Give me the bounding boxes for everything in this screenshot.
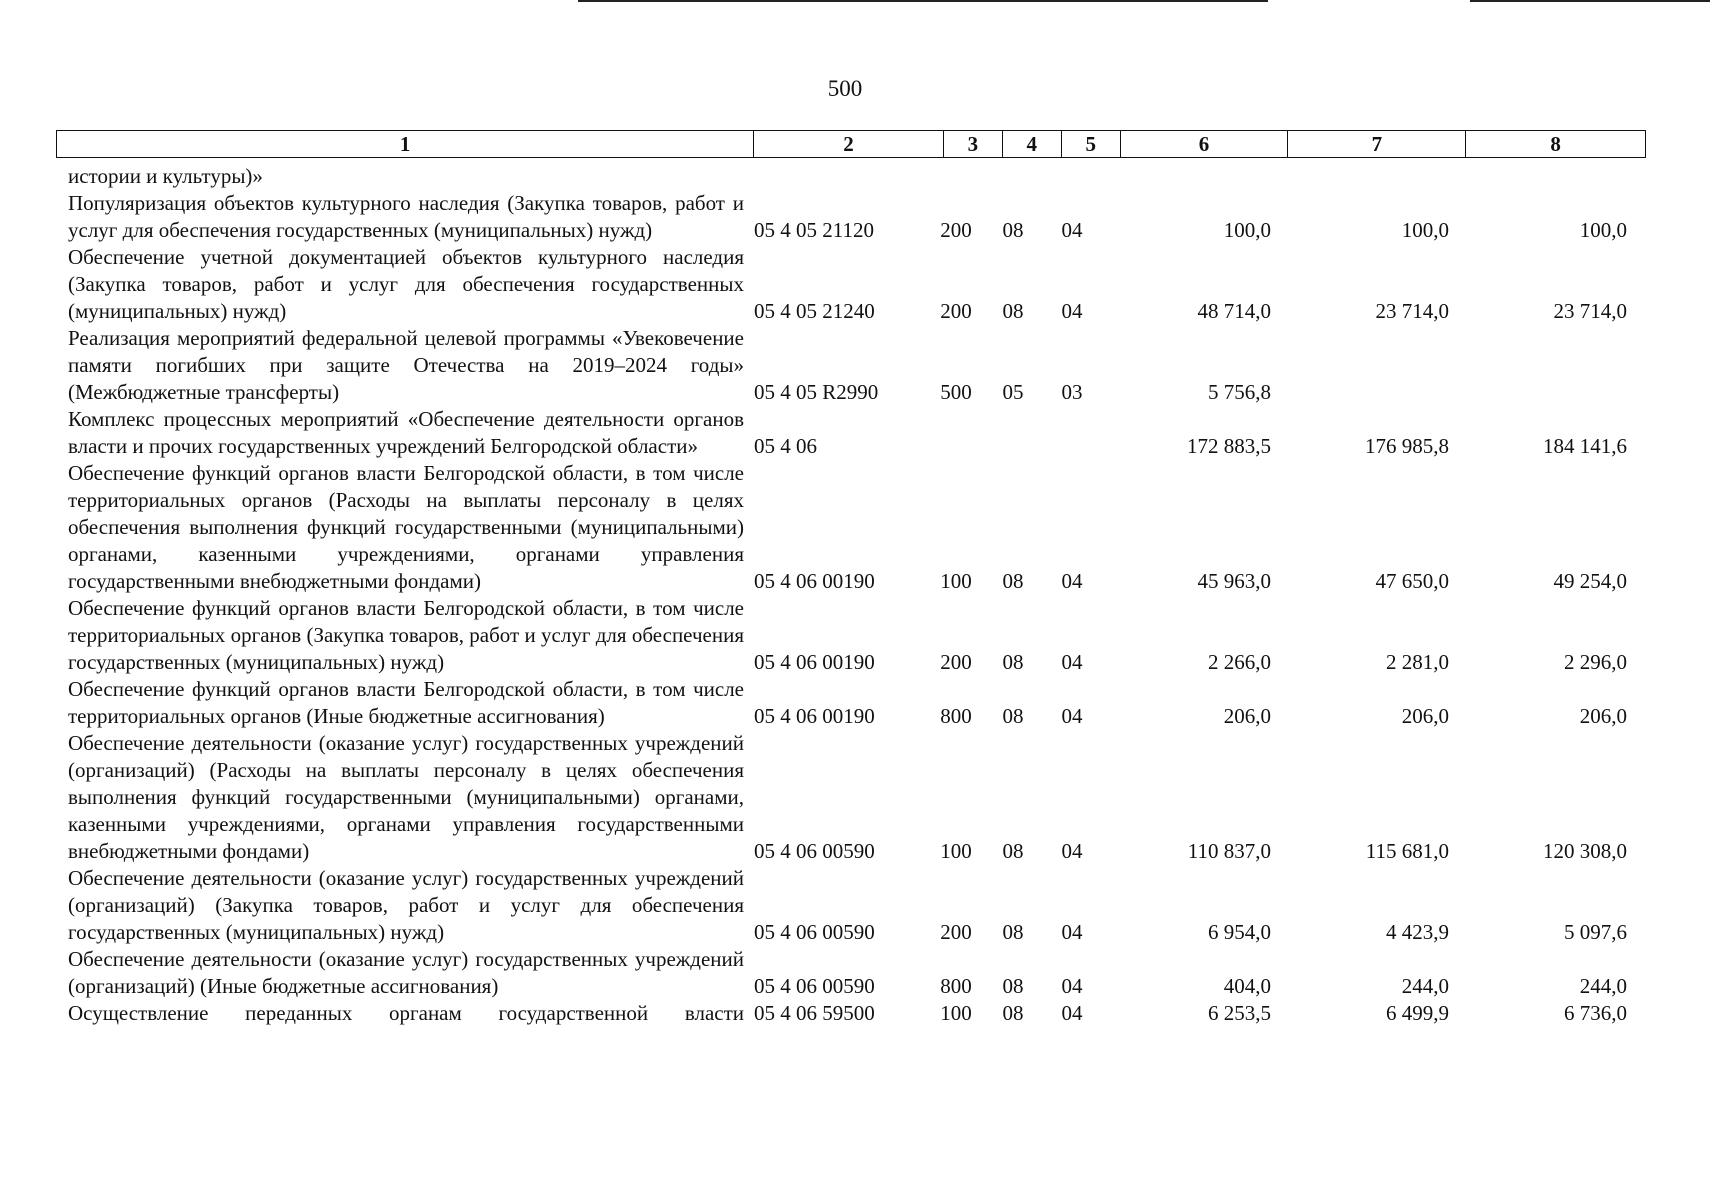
table-row — [68, 460, 1648, 595]
row-section: 08 — [1002, 920, 1024, 944]
header-col-3: 3 — [944, 131, 1003, 157]
row-amount-year3: 206,0 — [1579, 704, 1627, 728]
row-amount-year1: 48 714,0 — [1197, 299, 1271, 323]
row-amount-year3: 23 714,0 — [1553, 299, 1627, 323]
row-name: Обеспечение деятельности (оказание услуг) государственных учреждений (организаций) (Расходы на выплаты персоналу в целях обеспечения выполнения функций государственными (муниципальными) органами, казенными учреждениями, органами управления государственными внебюджетными фондами) — [68, 731, 744, 863]
row-amount-year2: 2 281,0 — [1386, 650, 1449, 674]
table-row — [68, 865, 1648, 946]
row-name: Комплекс процессных мероприятий «Обеспечение деятельности органов власти и прочих государственных учреждений Белгородской области» — [68, 407, 744, 458]
row-amount-year2: 244,0 — [1401, 974, 1449, 998]
row-expense-type: 200 — [940, 920, 972, 944]
header-col-7: 7 — [1288, 131, 1466, 157]
row-name: Осуществление переданных органам государственной власти — [68, 1001, 744, 1025]
row-section: 08 — [1002, 650, 1024, 674]
row-code: 05 4 05 R2990 — [754, 380, 879, 404]
row-expense-type: 800 — [940, 704, 972, 728]
table-header-row — [56, 130, 1646, 158]
table-row — [68, 730, 1648, 865]
row-amount-year3: 244,0 — [1579, 974, 1627, 998]
row-subsection: 04 — [1061, 974, 1083, 998]
row-subsection: 04 — [1061, 299, 1083, 323]
row-expense-type: 200 — [940, 218, 972, 242]
table-body — [68, 163, 1648, 1027]
row-amount-year2: 176 985,8 — [1365, 434, 1449, 458]
row-amount-year1: 5 756,8 — [1208, 380, 1271, 404]
row-section: 05 — [1002, 380, 1024, 404]
row-subsection: 04 — [1061, 218, 1083, 242]
row-amount-year3: 2 296,0 — [1564, 650, 1627, 674]
row-code: 05 4 06 — [754, 434, 817, 458]
row-subsection: 04 — [1061, 1001, 1083, 1025]
row-amount-year1: 6 954,0 — [1208, 920, 1271, 944]
table-row — [68, 244, 1648, 325]
row-amount-year3: 6 736,0 — [1564, 1001, 1627, 1025]
row-expense-type: 200 — [940, 650, 972, 674]
row-amount-year2: 47 650,0 — [1375, 569, 1449, 593]
scan-edge-line-top-right — [1470, 0, 1710, 2]
row-amount-year1: 6 253,5 — [1208, 1001, 1271, 1025]
row-amount-year1: 172 883,5 — [1187, 434, 1271, 458]
row-expense-type: 100 — [940, 839, 972, 863]
row-amount-year1: 45 963,0 — [1197, 569, 1271, 593]
table-row — [68, 1000, 1648, 1027]
row-code: 05 4 06 00590 — [754, 839, 875, 863]
row-subsection: 04 — [1061, 569, 1083, 593]
row-code: 05 4 06 00590 — [754, 974, 875, 998]
row-amount-year3: 49 254,0 — [1553, 569, 1627, 593]
row-amount-year3: 120 308,0 — [1543, 839, 1627, 863]
header-col-4: 4 — [1003, 131, 1062, 157]
row-code: 05 4 06 00190 — [754, 569, 875, 593]
table-row — [68, 325, 1648, 406]
row-code: 05 4 05 21240 — [754, 299, 875, 323]
header-col-2: 2 — [754, 131, 944, 157]
row-name: Популяризация объектов культурного наследия (Закупка товаров, работ и услуг для обеспечения государственных (муниципальных) нужд) — [68, 191, 744, 242]
row-code: 05 4 06 00590 — [754, 920, 875, 944]
row-subsection: 04 — [1061, 704, 1083, 728]
header-col-5: 5 — [1062, 131, 1121, 157]
row-amount-year3: 184 141,6 — [1543, 434, 1627, 458]
row-name: истории и культуры)» — [68, 164, 263, 188]
row-amount-year1: 404,0 — [1223, 974, 1271, 998]
row-code: 05 4 06 00190 — [754, 650, 875, 674]
row-amount-year1: 206,0 — [1223, 704, 1271, 728]
table-row — [68, 946, 1648, 1000]
row-expense-type: 100 — [940, 1001, 972, 1025]
row-code: 05 4 06 59500 — [754, 1001, 875, 1025]
row-expense-type: 500 — [940, 380, 972, 404]
row-section: 08 — [1002, 1001, 1024, 1025]
row-expense-type: 800 — [940, 974, 972, 998]
row-amount-year2: 206,0 — [1401, 704, 1449, 728]
row-amount-year1: 100,0 — [1223, 218, 1271, 242]
table-row — [68, 163, 1648, 190]
row-subsection: 04 — [1061, 920, 1083, 944]
table-row — [68, 676, 1648, 730]
header-col-1: 1 — [57, 131, 754, 157]
row-name: Обеспечение деятельности (оказание услуг) государственных учреждений (организаций) (Закупка товаров, работ и услуг для обеспечения государственных (муниципальных) нужд) — [68, 866, 744, 944]
header-col-8: 8 — [1550, 132, 1561, 156]
row-section: 08 — [1002, 569, 1024, 593]
row-section: 08 — [1002, 839, 1024, 863]
row-name: Обеспечение учетной документацией объектов культурного наследия (Закупка товаров, работ и услуг для обеспечения государственных (муниципальных) нужд) — [68, 245, 744, 323]
row-amount-year2: 100,0 — [1401, 218, 1449, 242]
table-row — [68, 595, 1648, 676]
row-name: Обеспечение деятельности (оказание услуг) государственных учреждений (организаций) (Иные бюджетные ассигнования) — [68, 947, 744, 998]
table-row — [68, 190, 1648, 244]
table-row — [68, 406, 1648, 460]
row-subsection: 04 — [1061, 839, 1083, 863]
row-amount-year1: 110 837,0 — [1187, 839, 1271, 863]
row-name: Обеспечение функций органов власти Белгородской области, в том числе территориальных органов (Иные бюджетные ассигнования) — [68, 677, 744, 728]
row-amount-year2: 115 681,0 — [1365, 839, 1449, 863]
row-name: Реализация мероприятий федеральной целевой программы «Увековечение памяти погибших при защите Отечества на 2019–2024 годы» (Межбюджетные трансферты) — [68, 326, 744, 404]
row-expense-type: 200 — [940, 299, 972, 323]
page-number: 500 — [827, 76, 863, 101]
row-subsection: 04 — [1061, 650, 1083, 674]
row-name: Обеспечение функций органов власти Белгородской области, в том числе территориальных органов (Расходы на выплаты персоналу в целях обеспечения выполнения функций государственными (муниципальными) органами, казенными учреждениями, органами управления государственными внебюджетными фондами) — [68, 461, 744, 593]
row-subsection: 03 — [1061, 380, 1083, 404]
row-amount-year1: 2 266,0 — [1208, 650, 1271, 674]
row-amount-year2: 4 423,9 — [1386, 920, 1449, 944]
row-amount-year2: 6 499,9 — [1386, 1001, 1449, 1025]
row-amount-year3: 5 097,6 — [1564, 920, 1627, 944]
row-name: Обеспечение функций органов власти Белгородской области, в том числе территориальных органов (Закупка товаров, работ и услуг для обеспечения государственных (муниципальных) нужд) — [68, 596, 744, 674]
row-code: 05 4 06 00190 — [754, 704, 875, 728]
row-section: 08 — [1002, 974, 1024, 998]
row-section: 08 — [1002, 704, 1024, 728]
row-expense-type: 100 — [940, 569, 972, 593]
row-section: 08 — [1002, 218, 1024, 242]
scan-edge-line-top — [578, 0, 1268, 2]
row-amount-year2: 23 714,0 — [1375, 299, 1449, 323]
header-col-6: 6 — [1121, 131, 1289, 157]
row-amount-year3: 100,0 — [1579, 218, 1627, 242]
row-code: 05 4 05 21120 — [754, 218, 874, 242]
row-section: 08 — [1002, 299, 1024, 323]
